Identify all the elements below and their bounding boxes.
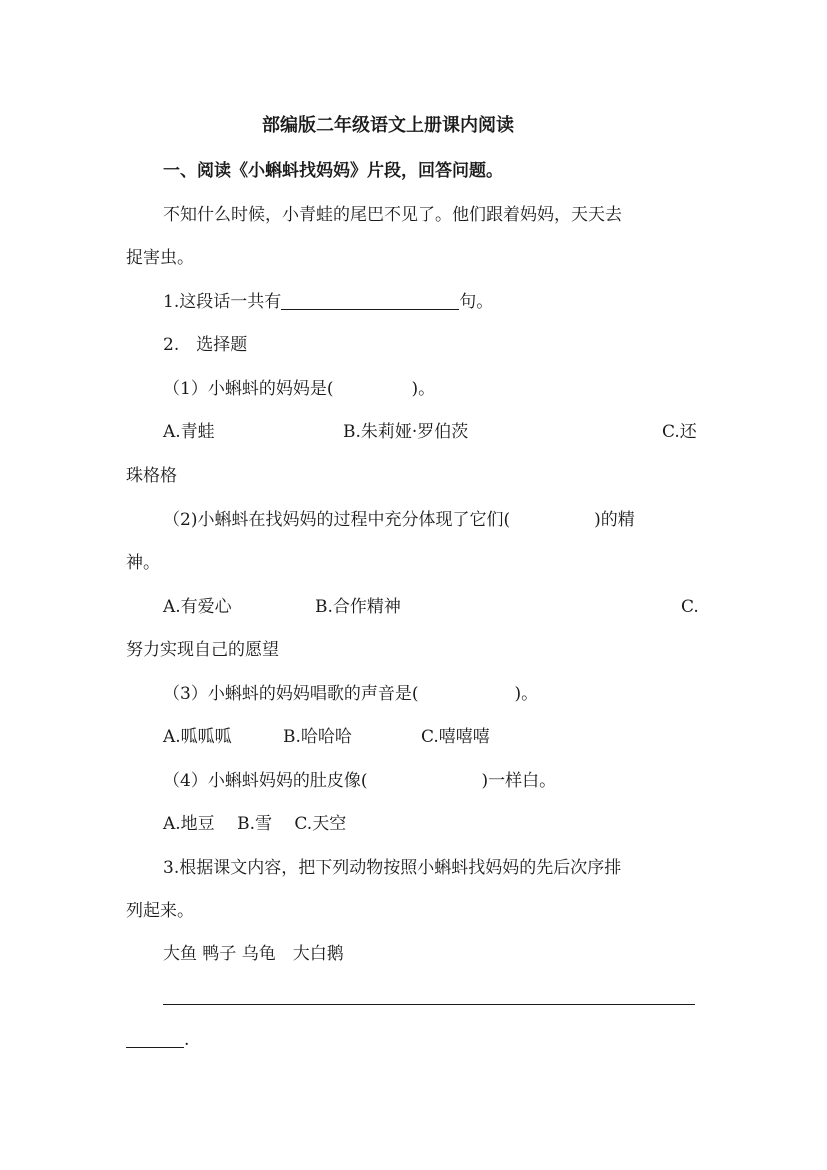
sub-question-1-stem: （1）小蝌蚪的妈妈是( (163, 379, 334, 399)
question-2-heading: 2. 选择题 (163, 335, 248, 355)
answer-line[interactable] (163, 1004, 695, 1005)
sub-question-4-close: )一样白。 (481, 771, 557, 791)
question-1-suffix: 句。 (459, 292, 494, 312)
question-3-line-2: 列起来。 (126, 901, 194, 921)
option-b: B.哈哈哈 (283, 727, 352, 747)
option-a: A.有爱心 (163, 597, 232, 617)
option-c-continued: 努力实现自己的愿望 (126, 640, 279, 660)
sub-question-3 (163, 682, 538, 706)
passage-line-2: 捉害虫。 (126, 248, 194, 268)
option-c: C.嘻嘻嘻 (421, 727, 490, 747)
sub-question-3-close: )。 (514, 684, 539, 704)
sub-question-2-stem: （2)小蝌蚪在找妈妈的过程中充分体现了它们( (163, 510, 511, 530)
passage-line-1: 不知什么时候，小青蛙的尾巴不见了。他们跟着妈妈，天天去 (163, 205, 622, 225)
option-a: A.青蛙 (163, 422, 215, 442)
sub-question-2-close: )的精 (594, 510, 635, 530)
answer-period: . (184, 1030, 190, 1050)
answer-blank[interactable] (281, 291, 459, 310)
option-b: B.朱莉娅·罗伯茨 (343, 422, 469, 442)
option-a: A.呱呱呱 (163, 727, 232, 747)
sub-question-4-stem: （4）小蝌蚪妈妈的肚皮像( (163, 771, 368, 791)
options-line: A.地豆 B.雪 C.天空 (163, 814, 347, 834)
sub-question-1 (163, 377, 435, 401)
animal-list: 大鱼 鸭子 乌龟 大白鹅 (163, 944, 344, 964)
option-c: C.还 (662, 422, 697, 442)
page-title: 部编版二年级语文上册课内阅读 (262, 115, 514, 136)
sub-question-2 (163, 508, 635, 532)
sub-question-4 (163, 769, 556, 793)
option-c-continued: 珠格格 (126, 466, 177, 486)
option-c: C. (681, 597, 699, 617)
question-1-prefix: 1.这段话一共有 (163, 292, 282, 312)
section-heading: 一、阅读《小蝌蚪找妈妈》片段，回答问题。 (163, 161, 503, 181)
question-3-line-1: 3.根据课文内容，把下列动物按照小蝌蚪找妈妈的先后次序排 (163, 858, 622, 878)
question-1 (163, 290, 493, 314)
sub-question-1-close: )。 (411, 379, 436, 399)
option-b: B.合作精神 (315, 597, 401, 617)
sub-question-3-stem: （3）小蝌蚪的妈妈唱歌的声音是( (163, 684, 419, 704)
sub-question-2-continued: 神。 (126, 553, 160, 573)
answer-line-continued[interactable] (126, 1047, 184, 1048)
